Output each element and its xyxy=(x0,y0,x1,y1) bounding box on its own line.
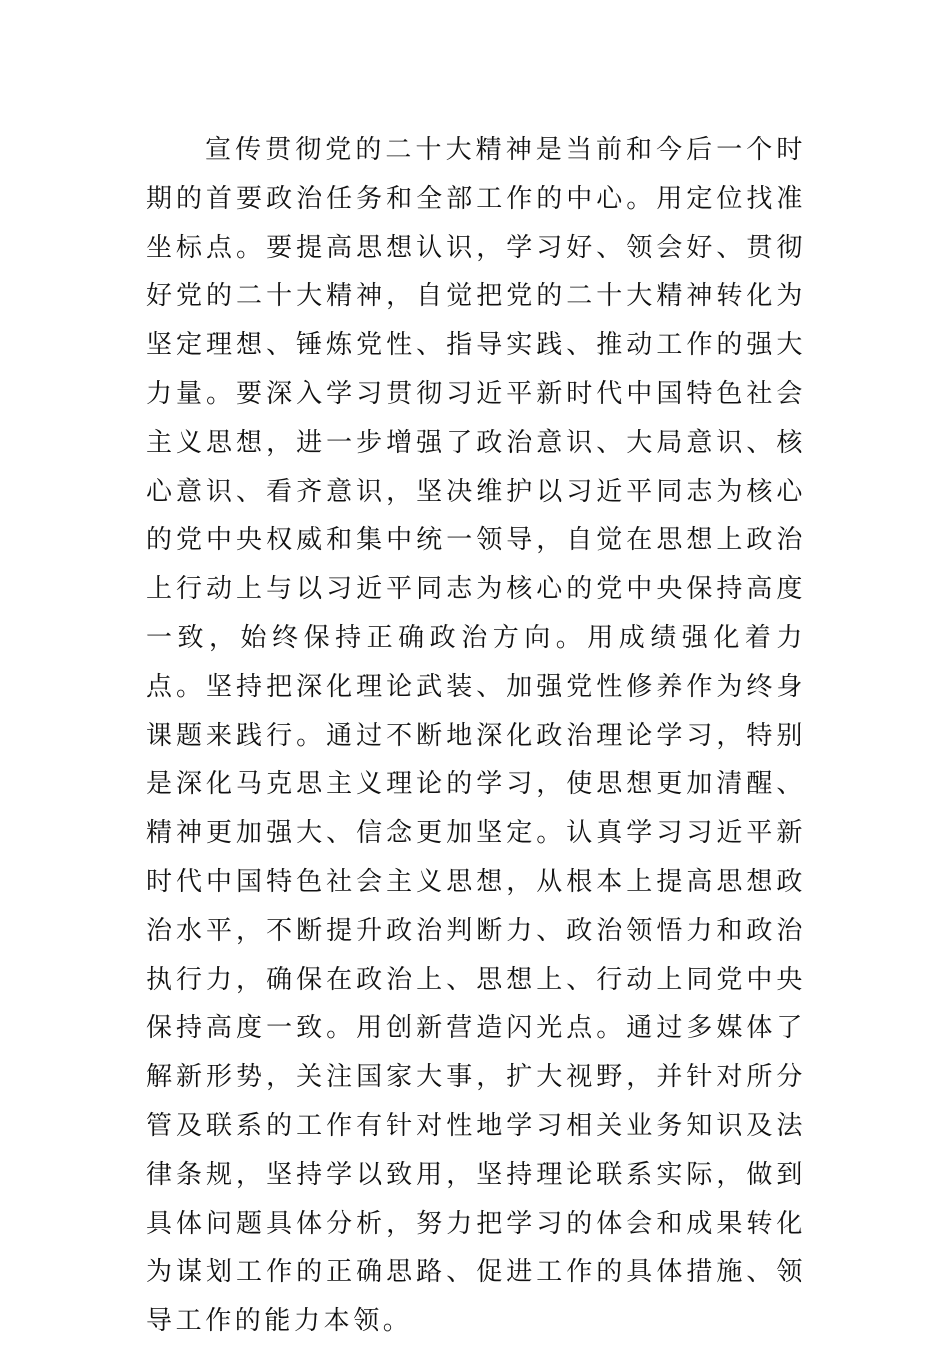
body-paragraph: 宣传贯彻党的二十大精神是当前和今后一个时期的首要政治任务和全部工作的中心。用定位找准坐标点。要提高思想认识，学习好、领会好、贯彻好党的二十大精神，自觉把党的二十大精神转化为坚定理想、锤炼党性、指导实践、推动工作的强大力量。要深入学习贯彻习近平新时代中国特色社会主义思想，进一步增强了政治意识、大局意识、核心意识、看齐意识，坚决维护以习近平同志为核心的党中央权威和集中统一领导，自觉在思想上政治上行动上与以习近平同志为核心的党中央保持高度一致，始终保持正确政治方向。用成绩强化着力点。坚持把深化理论武装、加强党性修养作为终身课题来践行。通过不断地深化政治理论学习，特别是深化马克思主义理论的学习，使思想更加清醒、精神更加强大、信念更加坚定。认真学习习近平新时代中国特色社会主义思想，从根本上提高思想政治水平，不断提升政治判断力、政治领悟力和政治执行力，确保在政治上、思想上、行动上同党中央保持高度一致。用创新营造闪光点。通过多媒体了解新形势，关注国家大事，扩大视野，并针对所分管及联系的工作有针对性地学习相关业务知识及法律条规，坚持学以致用，坚持理论联系实际，做到具体问题具体分析，努力把学习的体会和成果转化为谋划工作的正确思路、促进工作的具体措施、领导工作的能力本领。 xyxy=(146,135,806,1337)
